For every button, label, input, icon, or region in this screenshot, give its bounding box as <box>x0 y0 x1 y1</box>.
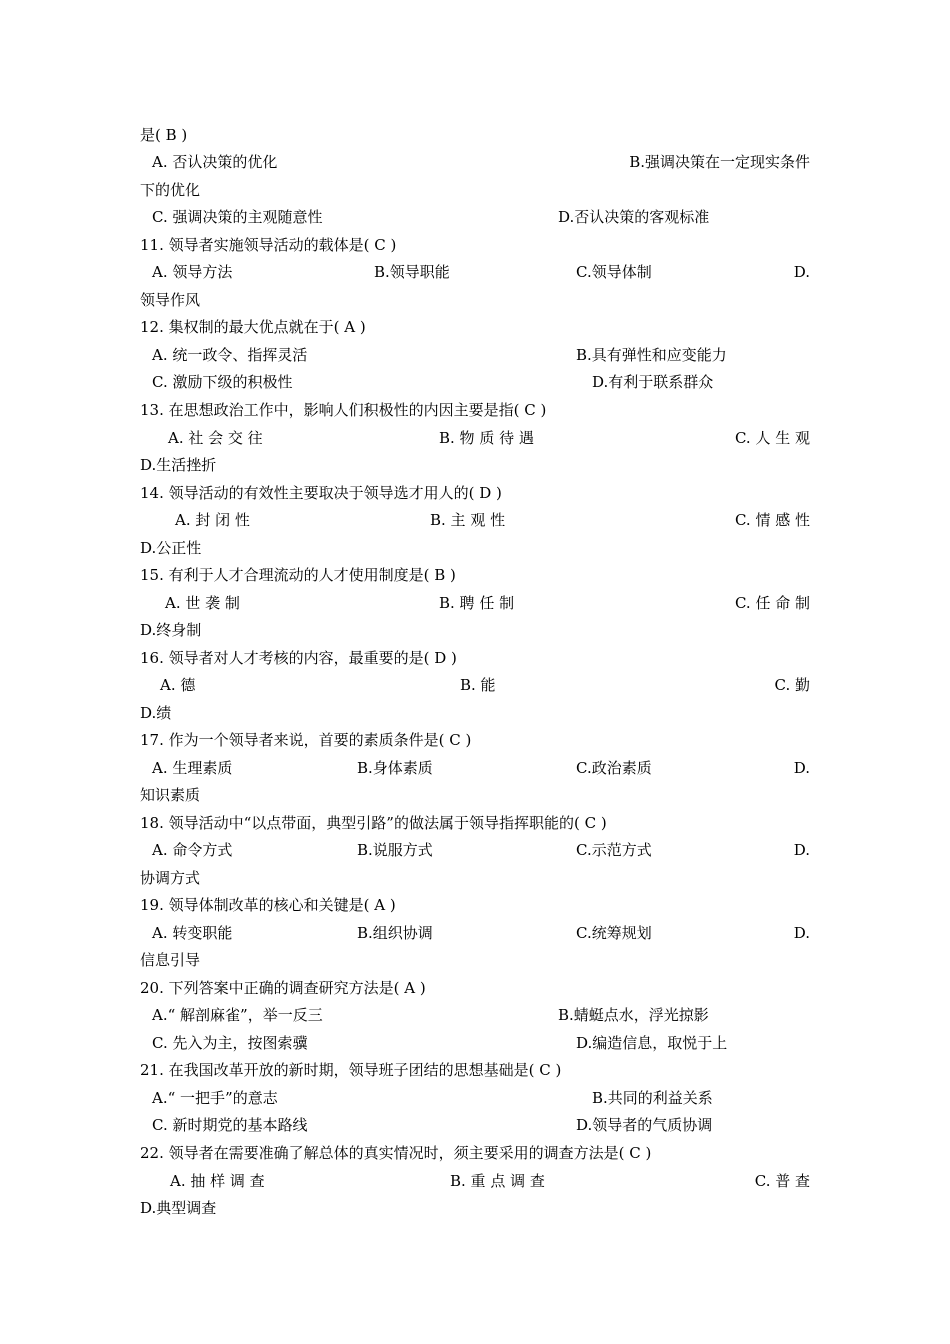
question-19-option-b: B.组织协调 <box>357 924 433 942</box>
question-stem-tail: 是( B ) <box>140 126 188 144</box>
question-13-stem: 13. 在思想政治工作中，影响人们积极性的内因主要是指( C ) <box>140 401 547 419</box>
question-14-wrap: D.公正性 <box>140 539 202 557</box>
question-16-option-c: C. 勤 <box>774 676 810 694</box>
question-15-stem: 15. 有利于人才合理流动的人才使用制度是( B ) <box>140 566 456 584</box>
question-12-option-a: A. 统一政令、指挥灵活 <box>152 346 308 364</box>
question-11-wrap: 领导作风 <box>140 291 201 309</box>
question-12-stem: 12. 集权制的最大优点就在于( A ) <box>140 318 366 336</box>
question-16-stem: 16. 领导者对人才考核的内容，最重要的是( D ) <box>140 649 457 667</box>
question-11-option-b: B.领导职能 <box>374 263 450 281</box>
question-20-stem: 20. 下列答案中正确的调查研究方法是( A ) <box>140 979 426 997</box>
question-13-option-c: C. 人 生 观 <box>734 429 810 447</box>
question-19-option-d: D. <box>793 924 810 942</box>
question-19-stem: 19. 领导体制改革的核心和关键是( A ) <box>140 896 396 914</box>
question-17-wrap: 知识素质 <box>140 786 201 804</box>
question-22-stem: 22. 领导者在需要准确了解总体的真实情况时，须主要采用的调查方法是( C ) <box>140 1144 652 1162</box>
question-12-option-d: D.有利于联系群众 <box>592 373 714 391</box>
question-20-option-c: C. 先入为主，按图索骥 <box>152 1034 308 1052</box>
question-18-option-d: D. <box>793 841 810 859</box>
question-11-stem: 11. 领导者实施领导活动的载体是( C ) <box>140 236 397 254</box>
question-11-option-c: C.领导体制 <box>576 263 652 281</box>
question-15-option-a: A. 世 袭 制 <box>165 594 240 612</box>
question-21-option-c: C. 新时期党的基本路线 <box>152 1116 308 1134</box>
question-21-option-a: A.“ 一把手”的意志 <box>152 1089 278 1107</box>
question-17-option-c: C.政治素质 <box>576 759 652 777</box>
question-13-wrap: D.生活挫折 <box>140 456 217 474</box>
question-15-wrap: D.终身制 <box>140 621 202 639</box>
question-16-option-b: B. 能 <box>460 676 496 694</box>
question-18-option-c: C.示范方式 <box>576 841 652 859</box>
question-18-wrap: 协调方式 <box>140 869 201 887</box>
option-b: B.强调决策在一定现实条件 <box>629 153 810 171</box>
question-17-option-b: B.身体素质 <box>357 759 433 777</box>
question-14-option-a: A. 封 闭 性 <box>175 511 250 529</box>
question-15-option-b: B. 聘 任 制 <box>439 594 515 612</box>
question-22-wrap: D.典型调查 <box>140 1199 217 1217</box>
question-19-wrap: 信息引导 <box>140 951 201 969</box>
question-14-stem: 14. 领导活动的有效性主要取决于领导选才用人的( D ) <box>140 484 502 502</box>
question-22-option-a: A. 抽 样 调 查 <box>170 1172 265 1190</box>
question-19-option-a: A. 转变职能 <box>152 924 233 942</box>
question-17-option-d: D. <box>793 759 810 777</box>
question-12-option-b: B.具有弹性和应变能力 <box>576 346 727 364</box>
question-16-wrap: D.绩 <box>140 704 172 722</box>
question-19-option-c: C.统筹规划 <box>576 924 652 942</box>
question-18-stem: 18. 领导活动中“以点带面，典型引路”的做法属于领导指挥职能的( C ) <box>140 814 607 832</box>
option-b-wrap: 下的优化 <box>140 181 201 199</box>
question-22-option-b: B. 重 点 调 查 <box>450 1172 545 1190</box>
question-14-option-b: B. 主 观 性 <box>430 511 506 529</box>
question-13-option-a: A. 社 会 交 往 <box>168 429 263 447</box>
option-a: A. 否认决策的优化 <box>152 153 278 171</box>
question-13-option-b: B. 物 质 待 遇 <box>439 429 534 447</box>
question-17-option-a: A. 生理素质 <box>152 759 233 777</box>
question-15-option-c: C. 任 命 制 <box>734 594 810 612</box>
question-20-option-a: A.“ 解剖麻雀”，举一反三 <box>152 1006 323 1024</box>
question-21-option-d: D.领导者的气质协调 <box>576 1116 713 1134</box>
question-18-option-a: A. 命令方式 <box>152 841 233 859</box>
question-18-option-b: B.说服方式 <box>357 841 433 859</box>
question-11-option-d: D. <box>793 263 810 281</box>
question-14-option-c: C. 情 感 性 <box>734 511 810 529</box>
question-20-option-d: D.编造信息，取悦于上 <box>576 1034 728 1052</box>
question-21-stem: 21. 在我国改革开放的新时期，领导班子团结的思想基础是( C ) <box>140 1061 562 1079</box>
question-20-option-b: B.蜻蜓点水，浮光掠影 <box>558 1006 709 1024</box>
question-16-option-a: A. 德 <box>160 676 196 694</box>
option-c: C. 强调决策的主观随意性 <box>152 208 323 226</box>
question-22-option-c: C. 普 查 <box>754 1172 810 1190</box>
question-11-option-a: A. 领导方法 <box>152 263 233 281</box>
option-d: D.否认决策的客观标准 <box>558 208 710 226</box>
question-17-stem: 17. 作为一个领导者来说，首要的素质条件是( C ) <box>140 731 472 749</box>
question-21-option-b: B.共同的利益关系 <box>592 1089 713 1107</box>
question-12-option-c: C. 激励下级的积极性 <box>152 373 293 391</box>
